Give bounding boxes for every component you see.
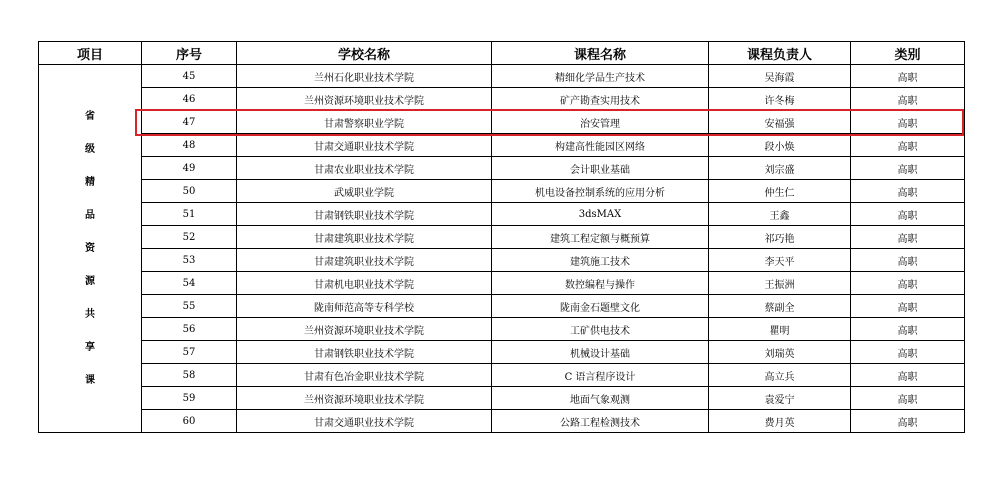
- course-type: 高职: [851, 272, 965, 295]
- course-type: 高职: [851, 111, 965, 134]
- category-cell: [39, 65, 142, 433]
- category-char: 精: [85, 177, 95, 188]
- school-name: 甘肃交通职业技术学院: [237, 410, 492, 433]
- header-project: 项目: [39, 42, 142, 65]
- course-type: 高职: [851, 364, 965, 387]
- course-leader: 刘宗盛: [709, 157, 851, 180]
- course-name: 公路工程检测技术: [492, 410, 709, 433]
- course-name: 治安管理: [492, 111, 709, 134]
- school-name: 兰州资源环境职业技术学院: [237, 318, 492, 341]
- course-name: 矿产勘查实用技术: [492, 88, 709, 111]
- table-row: [39, 272, 965, 295]
- header-leader: 课程负责人: [709, 42, 851, 65]
- course-leader: 高立兵: [709, 364, 851, 387]
- category-char: 享: [85, 342, 95, 353]
- table-row: [39, 65, 965, 88]
- course-leader: 蔡副全: [709, 295, 851, 318]
- course-name: 机械设计基础: [492, 341, 709, 364]
- course-leader: 王振洲: [709, 272, 851, 295]
- row-number: 45: [142, 65, 237, 88]
- course-type: 高职: [851, 249, 965, 272]
- category-char: 共: [85, 309, 95, 320]
- courses-table: [38, 41, 965, 433]
- course-leader: 仲生仁: [709, 180, 851, 203]
- course-type: 高职: [851, 88, 965, 111]
- course-leader: 许冬梅: [709, 88, 851, 111]
- table-row: [39, 410, 965, 433]
- course-type: 高职: [851, 410, 965, 433]
- school-name: 甘肃建筑职业技术学院: [237, 226, 492, 249]
- course-name: 工矿供电技术: [492, 318, 709, 341]
- course-type: 高职: [851, 65, 965, 88]
- row-number: 57: [142, 341, 237, 364]
- table-row: [39, 180, 965, 203]
- row-number: 55: [142, 295, 237, 318]
- course-name: 构建高性能园区网络: [492, 134, 709, 157]
- category-char: 资: [85, 243, 95, 254]
- course-name: C 语言程序设计: [492, 364, 709, 387]
- table-row: [39, 111, 965, 134]
- school-name: 甘肃农业职业技术学院: [237, 157, 492, 180]
- school-name: 甘肃警察职业学院: [237, 111, 492, 134]
- school-name: 甘肃有色冶金职业技术学院: [237, 364, 492, 387]
- row-number: 54: [142, 272, 237, 295]
- row-number: 56: [142, 318, 237, 341]
- table-row: [39, 364, 965, 387]
- course-leader: 刘瑞英: [709, 341, 851, 364]
- table-row: [39, 157, 965, 180]
- row-number: 53: [142, 249, 237, 272]
- row-number: 49: [142, 157, 237, 180]
- school-name: 陇南师范高等专科学校: [237, 295, 492, 318]
- course-type: 高职: [851, 387, 965, 410]
- row-number: 51: [142, 203, 237, 226]
- course-name: 3dsMAX: [492, 203, 709, 226]
- course-type: 高职: [851, 157, 965, 180]
- course-type: 高职: [851, 180, 965, 203]
- course-leader: 费月英: [709, 410, 851, 433]
- row-number: 58: [142, 364, 237, 387]
- header-number: 序号: [142, 42, 237, 65]
- category-char: 课: [85, 375, 95, 386]
- category-char: 级: [85, 144, 95, 155]
- course-leader: 安福强: [709, 111, 851, 134]
- category-char: 品: [85, 210, 95, 221]
- course-type: 高职: [851, 341, 965, 364]
- header-course: 课程名称: [492, 42, 709, 65]
- course-leader: 段小焕: [709, 134, 851, 157]
- course-leader: 吴海霞: [709, 65, 851, 88]
- table-row: [39, 249, 965, 272]
- school-name: 甘肃钢铁职业技术学院: [237, 341, 492, 364]
- row-number: 52: [142, 226, 237, 249]
- header-row: [39, 42, 965, 65]
- table-row: [39, 226, 965, 249]
- course-leader: 瞿明: [709, 318, 851, 341]
- school-name: 甘肃建筑职业技术学院: [237, 249, 492, 272]
- course-leader: 袁爱宁: [709, 387, 851, 410]
- school-name: 武威职业学院: [237, 180, 492, 203]
- table-row: [39, 318, 965, 341]
- course-name: 会计职业基础: [492, 157, 709, 180]
- table-row: [39, 341, 965, 364]
- school-name: 甘肃机电职业技术学院: [237, 272, 492, 295]
- table-row: [39, 203, 965, 226]
- school-name: 兰州资源环境职业技术学院: [237, 88, 492, 111]
- course-name: 陇南金石题壁文化: [492, 295, 709, 318]
- school-name: 兰州资源环境职业技术学院: [237, 387, 492, 410]
- category-char: 省: [85, 111, 95, 122]
- table-row: [39, 134, 965, 157]
- table-row: [39, 88, 965, 111]
- table-row: [39, 387, 965, 410]
- category-char: 源: [85, 276, 95, 287]
- header-type: 类别: [851, 42, 965, 65]
- course-name: 数控编程与操作: [492, 272, 709, 295]
- row-number: 60: [142, 410, 237, 433]
- row-number: 59: [142, 387, 237, 410]
- course-type: 高职: [851, 226, 965, 249]
- course-name: 精细化学品生产技术: [492, 65, 709, 88]
- course-name: 地面气象观测: [492, 387, 709, 410]
- course-name: 建筑工程定额与概预算: [492, 226, 709, 249]
- table-row: [39, 295, 965, 318]
- course-leader: 李天平: [709, 249, 851, 272]
- course-leader: 祁巧艳: [709, 226, 851, 249]
- course-name: 机电设备控制系统的应用分析: [492, 180, 709, 203]
- course-type: 高职: [851, 318, 965, 341]
- course-type: 高职: [851, 134, 965, 157]
- course-leader: 王鑫: [709, 203, 851, 226]
- row-number: 46: [142, 88, 237, 111]
- header-school: 学校名称: [237, 42, 492, 65]
- row-number: 48: [142, 134, 237, 157]
- row-number: 47: [142, 111, 237, 134]
- school-name: 兰州石化职业技术学院: [237, 65, 492, 88]
- course-name: 建筑施工技术: [492, 249, 709, 272]
- school-name: 甘肃交通职业技术学院: [237, 134, 492, 157]
- course-type: 高职: [851, 203, 965, 226]
- row-number: 50: [142, 180, 237, 203]
- course-type: 高职: [851, 295, 965, 318]
- school-name: 甘肃钢铁职业技术学院: [237, 203, 492, 226]
